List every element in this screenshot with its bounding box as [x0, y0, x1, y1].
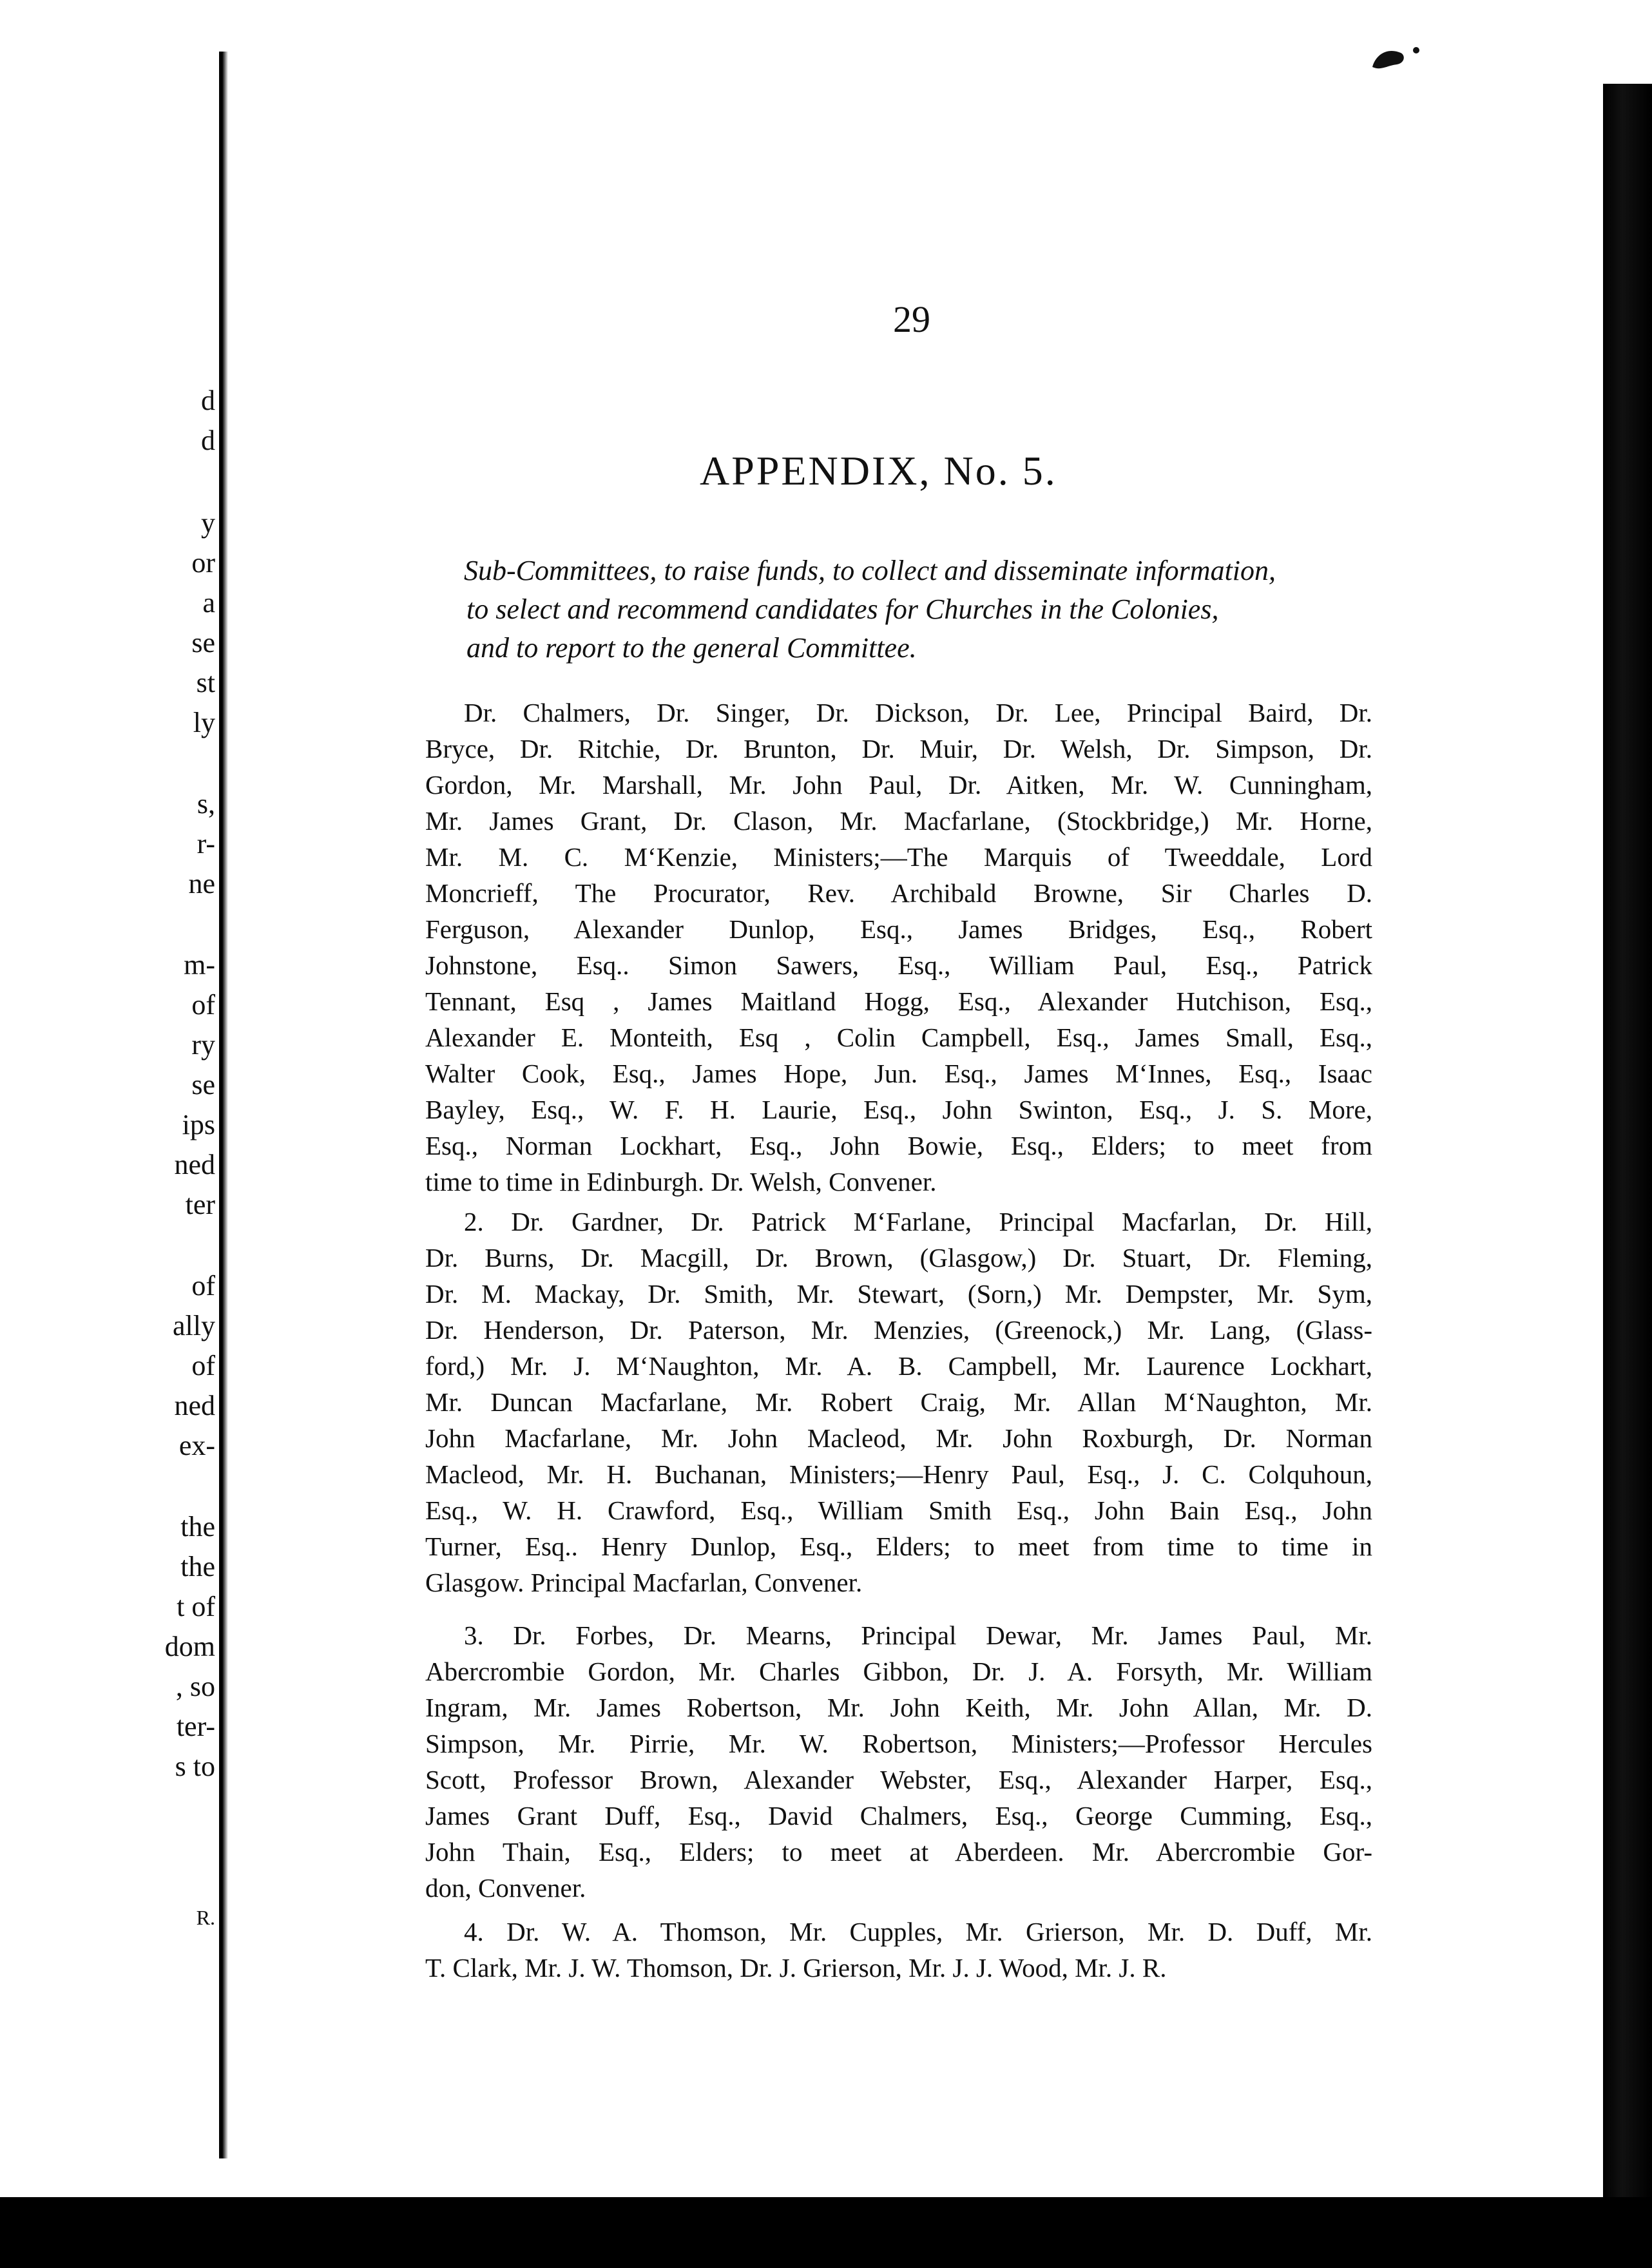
- left-page-text-fragment: the: [180, 1551, 215, 1582]
- text-line: Mr. James Grant, Dr. Clason, Mr. Macfarlane, (Stockbridge,) Mr. Horne,: [425, 806, 1372, 836]
- text-line: Mr. M. C. M‘Kenzie, Ministers;—The Marquis of Tweeddale, Lord: [425, 842, 1372, 872]
- left-page-text-fragment: st: [196, 667, 215, 698]
- left-page-text-fragment: y: [201, 507, 215, 539]
- text-line: ford,) Mr. J. M‘Naughton, Mr. A. B. Campbell, Mr. Laurence Lockhart,: [425, 1351, 1372, 1381]
- subtitle-line: and to report to the general Committee.: [466, 632, 917, 664]
- text-line: T. Clark, Mr. J. W. Thomson, Dr. J. Grierson, Mr. J. J. Wood, Mr. J. R.: [425, 1953, 1167, 1983]
- text-line: Moncrieff, The Procurator, Rev. Archibald Browne, Sir Charles D.: [425, 878, 1372, 908]
- text-line: Tennant, Esq , James Maitland Hogg, Esq., Alexander Hutchison, Esq.,: [425, 986, 1372, 1016]
- committee-paragraph-edinburgh: [425, 695, 1372, 1200]
- text-line: don, Convener.: [425, 1873, 586, 1903]
- text-line: Bryce, Dr. Ritchie, Dr. Brunton, Dr. Muir, Dr. Welsh, Dr. Simpson, Dr.: [425, 734, 1372, 764]
- text-line: time to time in Edinburgh. Dr. Welsh, Convener.: [425, 1167, 937, 1196]
- text-line: Ingram, Mr. James Robertson, Mr. John Keith, Mr. John Allan, Mr. D.: [425, 1693, 1372, 1722]
- left-page-text-fragment: se: [191, 1069, 215, 1100]
- left-page-text-fragment: ex-: [178, 1430, 215, 1461]
- ink-blot-mark: [1367, 41, 1425, 75]
- page-number: 29: [893, 298, 930, 340]
- book-gutter: [219, 52, 228, 2158]
- text-line: Abercrombie Gordon, Mr. Charles Gibbon, Dr. J. A. Forsyth, Mr. William: [425, 1657, 1372, 1686]
- left-page-text-fragment: R.: [196, 1906, 215, 1929]
- left-page-text-fragment: of: [191, 989, 215, 1021]
- text-line: Simpson, Mr. Pirrie, Mr. W. Robertson, Ministers;—Professor Hercules: [425, 1729, 1372, 1758]
- left-page-text-fragment: of: [191, 1350, 215, 1381]
- left-page-text-fragment: m-: [184, 949, 215, 981]
- subtitle-line: Sub-Committees, to raise funds, to collect and disseminate information,: [464, 555, 1276, 586]
- left-page-text-fragment: d: [201, 385, 215, 416]
- left-page-text-fragment: a: [202, 587, 215, 619]
- appendix-title: APPENDIX, No. 5.: [700, 448, 1057, 494]
- scan-bottom-border: [0, 2197, 1652, 2268]
- left-page-text-fragment: ter: [185, 1189, 215, 1220]
- text-line: Macleod, Mr. H. Buchanan, Ministers;—Henry Paul, Esq., J. C. Colquhoun,: [425, 1459, 1372, 1489]
- left-page-text-fragment: ips: [182, 1109, 215, 1140]
- text-line: 3. Dr. Forbes, Dr. Mearns, Principal Dewar, Mr. James Paul, Mr.: [464, 1620, 1372, 1650]
- appendix-subtitle: [464, 552, 1379, 668]
- top-left-margin: [0, 0, 227, 54]
- left-page-text-fragment: s,: [197, 788, 215, 820]
- left-page-text-fragment: ally: [173, 1310, 215, 1341]
- left-page-text-fragment: s to: [175, 1751, 215, 1782]
- committee-paragraph-aberdeen: [425, 1617, 1372, 1906]
- text-line: Ferguson, Alexander Dunlop, Esq., James Bridges, Esq., Robert: [425, 914, 1372, 944]
- left-page-text-fragment: ly: [193, 707, 215, 738]
- text-line: 2. Dr. Gardner, Dr. Patrick M‘Farlane, Principal Macfarlan, Dr. Hill,: [464, 1207, 1372, 1236]
- text-line: Dr. Burns, Dr. Macgill, Dr. Brown, (Glasgow,) Dr. Stuart, Dr. Fleming,: [425, 1243, 1372, 1273]
- committee-paragraph-4: [425, 1914, 1372, 1986]
- left-page-text-fragment: t of: [177, 1591, 215, 1622]
- text-line: 4. Dr. W. A. Thomson, Mr. Cupples, Mr. Grierson, Mr. D. Duff, Mr.: [464, 1917, 1372, 1946]
- left-page-text-fragment: ned: [174, 1149, 215, 1180]
- left-page-text-fragment: or: [191, 547, 215, 579]
- left-page-text-fragment: dom: [164, 1631, 215, 1662]
- left-page-text-fragment: of: [191, 1270, 215, 1302]
- committee-paragraph-glasgow: [425, 1204, 1372, 1600]
- text-line: Turner, Esq.. Henry Dunlop, Esq., Elders; to meet from time to time in: [425, 1532, 1372, 1561]
- text-line: Dr. Henderson, Dr. Paterson, Mr. Menzies, (Greenock,) Mr. Lang, (Glass-: [425, 1315, 1372, 1345]
- left-page-text-fragment: r-: [197, 828, 215, 860]
- left-facing-page: [0, 0, 227, 2268]
- text-line: Gordon, Mr. Marshall, Mr. John Paul, Dr. Aitken, Mr. W. Cunningham,: [425, 770, 1372, 800]
- text-line: Alexander E. Monteith, Esq , Colin Campbell, Esq., James Small, Esq.,: [425, 1023, 1372, 1052]
- text-line: Walter Cook, Esq., James Hope, Jun. Esq., James M‘Innes, Esq., Isaac: [425, 1059, 1372, 1088]
- left-page-text-fragment: ned: [174, 1390, 215, 1421]
- text-line: Johnstone, Esq.. Simon Sawers, Esq., William Paul, Esq., Patrick: [425, 950, 1372, 980]
- text-line: John Thain, Esq., Elders; to meet at Aberdeen. Mr. Abercrombie Gor-: [425, 1837, 1372, 1867]
- left-page-text-fragment: se: [191, 627, 215, 658]
- text-line: Esq., Norman Lockhart, Esq., John Bowie, Esq., Elders; to meet from: [425, 1131, 1372, 1160]
- left-page-text-fragment: ter-: [176, 1711, 215, 1742]
- left-page-text-fragment: , so: [175, 1671, 215, 1702]
- text-line: James Grant Duff, Esq., David Chalmers, Esq., George Cumming, Esq.,: [425, 1801, 1372, 1831]
- text-line: Scott, Professor Brown, Alexander Webster, Esq., Alexander Harper, Esq.,: [425, 1765, 1372, 1794]
- left-page-text-fragment: ne: [188, 868, 215, 899]
- text-line: Glasgow. Principal Macfarlan, Convener.: [425, 1568, 863, 1597]
- text-line: Esq., W. H. Crawford, Esq., William Smith Esq., John Bain Esq., John: [425, 1495, 1372, 1525]
- text-line: John Macfarlane, Mr. John Macleod, Mr. John Roxburgh, Dr. Norman: [425, 1423, 1372, 1453]
- left-page-text-fragment: ry: [191, 1029, 215, 1061]
- text-line: Bayley, Esq., W. F. H. Laurie, Esq., John Swinton, Esq., J. S. More,: [425, 1095, 1372, 1124]
- left-page-text-fragment: the: [180, 1511, 215, 1542]
- subtitle-line: to select and recommend candidates for Churches in the Colonies,: [466, 593, 1219, 625]
- text-line: Dr. M. Mackay, Dr. Smith, Mr. Stewart, (Sorn,) Mr. Dempster, Mr. Sym,: [425, 1279, 1372, 1309]
- left-page-text-fragments: [0, 0, 227, 2268]
- text-line: Dr. Chalmers, Dr. Singer, Dr. Dickson, Dr. Lee, Principal Baird, Dr.: [464, 698, 1372, 727]
- left-page-text-fragment: d: [201, 425, 215, 456]
- page-block-edge: [1603, 84, 1652, 2210]
- text-line: Mr. Duncan Macfarlane, Mr. Robert Craig, Mr. Allan M‘Naughton, Mr.: [425, 1387, 1372, 1417]
